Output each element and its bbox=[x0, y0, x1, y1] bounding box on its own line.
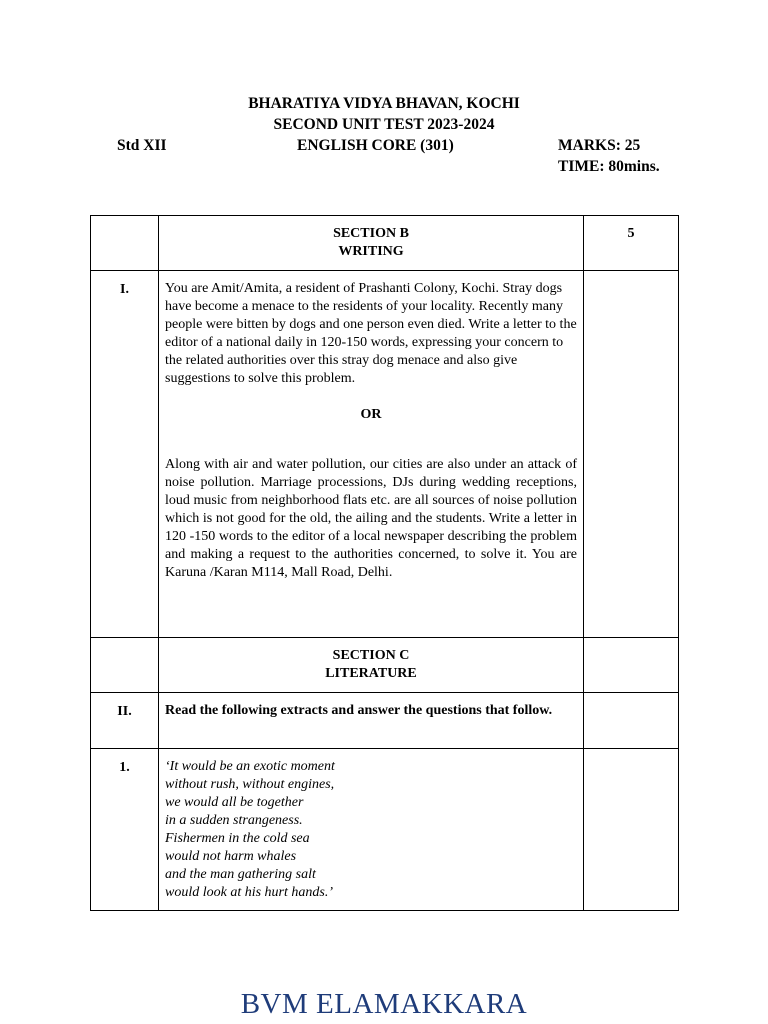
table-row bbox=[91, 216, 679, 271]
poem-line: we would all be together bbox=[165, 795, 304, 810]
poem-line: would not harm whales bbox=[165, 849, 297, 864]
test-title: SECOND UNIT TEST 2023-2024 bbox=[273, 116, 495, 133]
section-b-marks: 5 bbox=[584, 216, 679, 271]
question-number: II. bbox=[91, 693, 159, 749]
std-label: Std XII bbox=[117, 137, 167, 154]
section-c-heading bbox=[159, 638, 584, 693]
section-b-heading bbox=[159, 216, 584, 271]
poem-line: ‘It would be an exotic moment bbox=[165, 759, 335, 774]
question-number: I. bbox=[91, 271, 159, 638]
footer-watermark: BVM ELAMAKKARA bbox=[240, 988, 528, 1020]
section-b-subtitle: WRITING bbox=[338, 244, 404, 259]
school-name: BHARATIYA VIDYA BHAVAN, KOCHI bbox=[248, 95, 520, 112]
question-body bbox=[159, 271, 584, 638]
poem-line: Fishermen in the cold sea bbox=[165, 831, 310, 846]
question-table bbox=[90, 215, 679, 911]
section-c-subtitle: LITERATURE bbox=[325, 666, 417, 681]
table-row bbox=[91, 271, 679, 638]
poem-extract bbox=[159, 749, 584, 911]
subject-label: ENGLISH CORE (301) bbox=[297, 137, 454, 154]
table-cell bbox=[584, 638, 679, 693]
table-cell bbox=[584, 749, 679, 911]
section-b-title: SECTION B bbox=[333, 226, 409, 241]
poem-line: would look at his hurt hands.’ bbox=[165, 885, 334, 900]
table-row bbox=[91, 749, 679, 911]
table-cell bbox=[91, 638, 159, 693]
poem-line: and the man gathering salt bbox=[165, 867, 316, 882]
section-c-title: SECTION C bbox=[332, 648, 410, 663]
poem-line: in a sudden strangeness. bbox=[165, 813, 303, 828]
table-row bbox=[91, 638, 679, 693]
or-divider: OR bbox=[360, 407, 382, 422]
time-label: TIME: 80mins. bbox=[558, 158, 660, 175]
table-cell bbox=[584, 271, 679, 638]
writing-option-2: Along with air and water pollution, our cities are also under an attack of noise pollution. Marriage processions, DJs during wedding receptions, loud music from neighborhood flats etc. are all sources of noise pollution which is not good for the old, the ailing and the students. Write a letter in 120 -150 words to the editor of a local newspaper describing the problem and making a request to the authorities concerned, to solve it. You are Karuna /Karan M114, Mall Road, Delhi. bbox=[165, 457, 577, 580]
writing-option-1: You are Amit/Amita, a resident of Prashanti Colony, Kochi. Stray dogs have become a menace to the residents of your locality. Recently many people were bitten by dogs and one person even died. Write a letter to the editor of a national daily in 120-150 words, expressing your concern to the related authorities over this stray dog menace and also give suggestions to solve this problem. bbox=[165, 281, 577, 386]
table-cell bbox=[584, 693, 679, 749]
table-cell bbox=[91, 216, 159, 271]
table-row bbox=[91, 693, 679, 749]
literature-instruction: Read the following extracts and answer the questions that follow. bbox=[159, 693, 584, 749]
marks-label: MARKS: 25 bbox=[558, 137, 641, 154]
extract-number: 1. bbox=[91, 749, 159, 911]
poem-line: without rush, without engines, bbox=[165, 777, 335, 792]
